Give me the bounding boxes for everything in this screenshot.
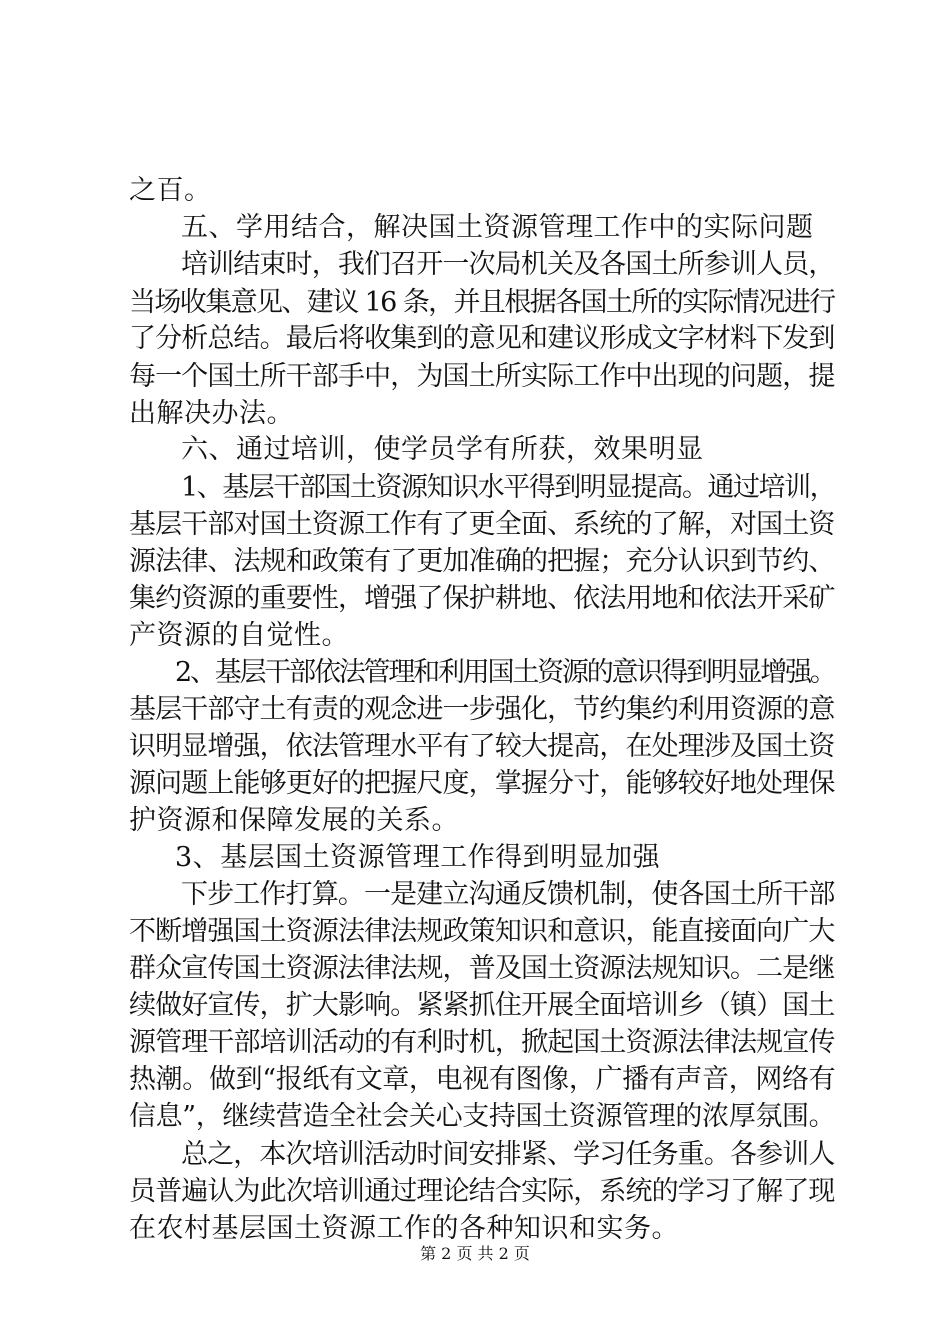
text-line: 源问题上能够更好的把握尺度，掌握分寸，能够较好地处理保 [129,768,835,799]
text-line: 每一个国土所干部手中，为国土所实际工作中出现的问题，提 [129,361,835,392]
text-line: 基层干部对国土资源工作有了更全面、系统的了解，对国土资 [129,509,835,540]
text-line: 护资源和保障发展的关系。 [129,805,459,836]
text-line: 下步工作打算。一是建立沟通反馈机制，使各国土所干部 [181,879,835,910]
text-line: 出解决办法。 [129,398,294,429]
text-line: 识明显增强，依法管理水平有了较大提高，在处理涉及国土资 [129,731,835,762]
text-line: 源法律、法规和政策有了更加准确的把握；充分认识到节约、 [129,546,835,577]
text-line: 之百。 [129,175,212,206]
text-line: 产资源的自觉性。 [129,620,349,651]
text-line: 2、基层干部依法管理和利用国土资源的意识得到明显增强。 [175,657,835,688]
text-line: 信息”，继续营造全社会关心支持国土资源管理的浓厚氛围。 [129,1101,836,1132]
text-line: 1、基层干部国土资源知识水平得到明显提高。通过培训， [181,472,836,503]
page-footer: 第 2 页 共 2 页 [420,1244,530,1263]
text-line: 培训结束时，我们召开一次局机关及各国土所参训人员， [181,249,835,280]
text-line: 群众宣传国土资源法律法规，普及国土资源法规知识。二是继 [129,953,835,984]
text-line: 源管理干部培训活动的有利时机，掀起国土资源法律法规宣传 [129,1027,835,1058]
section-heading: 3、基层国土资源管理工作得到明显加强 [175,842,661,873]
text-line: 在农村基层国土资源工作的各种知识和实务。 [129,1213,679,1244]
text-line: 当场收集意见、建议 16 条，并且根据各国土所的实际情况进行 [129,287,835,318]
text-line: 续做好宣传，扩大影响。紧紧抓住开展全面培训乡（镇）国土 [129,990,835,1021]
text-line: 总之，本次培训活动时间安排紧、学习任务重。各参训人 [181,1139,835,1170]
text-line: 不断增强国土资源法律法规政策知识和意识，能直接面向广大 [129,916,835,947]
text-line: 集约资源的重要性，增强了保护耕地、依法用地和依法开采矿 [129,583,835,614]
section-heading: 五、学用结合，解决国土资源管理工作中的实际问题 [181,212,814,243]
text-line: 热潮。做到“报纸有文章，电视有图像，广播有声音，网络有 [129,1064,836,1095]
text-line: 了分析总结。最后将收集到的意见和建议形成文字材料下发到 [129,323,835,354]
text-line: 员普遍认为此次培训通过理论结合实际，系统的学习了解了现 [129,1176,835,1207]
text-line: 基层干部守土有责的观念进一步强化，节约集约利用资源的意 [129,694,835,725]
section-heading: 六、通过培训，使学员学有所获，效果明显 [181,434,704,465]
